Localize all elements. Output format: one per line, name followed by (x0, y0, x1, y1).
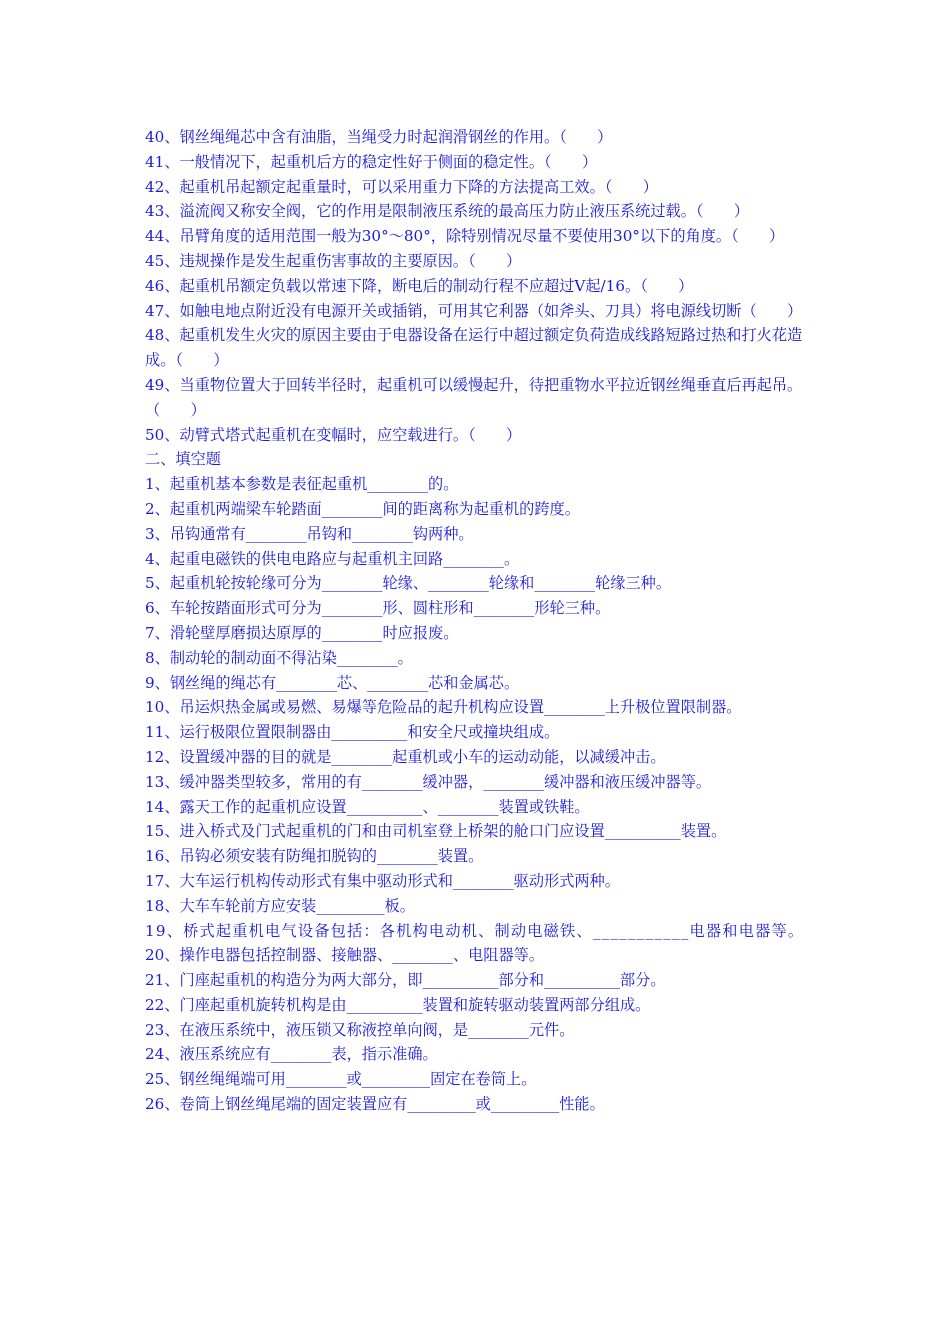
fill-question-1: 1、起重机基本参数是表征起重机________的。 (145, 475, 459, 494)
section-heading-fill-in: 二、填空题 (145, 450, 221, 469)
question-45: 45、违规操作是发生起重伤害事故的主要原因。（ ） (145, 251, 522, 270)
fill-question-4: 4、起重电磁铁的供电电路应与起重机主回路________。 (145, 549, 520, 568)
question-44: 44、吊臂角度的适用范围一般为30°～80°，除特别情况尽量不要使用30°以下的角度。（ ） (145, 227, 785, 246)
fill-question-11: 11、运行极限位置限制器由__________和安全尺或撞块组成。 (145, 723, 560, 742)
fill-question-25: 25、钢丝绳绳端可用________或_________固定在卷筒上。 (145, 1070, 537, 1089)
question-50: 50、动臂式塔式起重机在变幅时，应空载进行。（ ） (145, 425, 522, 444)
question-46: 46、起重机吊额定负载以常速下降，断电后的制动行程不应超过V起/16。（ ） (145, 276, 694, 295)
fill-question-21: 21、门座起重机的构造分为两大部分，即__________部分和__________部分。 (145, 971, 666, 990)
fill-question-14: 14、露天工作的起重机应设置__________、________装置或铁鞋。 (145, 797, 590, 816)
question-40: 40、钢丝绳绳芯中含有油脂，当绳受力时起润滑钢丝的作用。（ ） (145, 128, 613, 146)
fill-question-12: 12、设置缓冲器的目的就是________起重机或小车的运动动能，以减缓冲击。 (145, 747, 666, 766)
fill-question-5: 5、起重机轮按轮缘可分为________轮缘、________轮缘和________轮缘三种。 (145, 574, 672, 593)
question-42: 42、起重机吊起额定起重量时，可以采用重力下降的方法提高工效。（ ） (145, 177, 658, 196)
fill-question-10: 10、吊运炽热金属或易燃、易爆等危险品的起升机构应设置________上升极位置限制器。 (145, 698, 742, 717)
fill-question-19: 19、桥式起重机电气设备包括：各机构电动机、制动电磁铁、___________电器和电器等。 (145, 921, 805, 940)
fill-question-23: 23、在液压系统中，液压锁又称液控单向阀，是________元件。 (145, 1020, 575, 1039)
fill-question-15: 15、进入桥式及门式起重机的门和由司机室登上桥架的舱口门应设置__________装置。 (145, 822, 727, 841)
fill-question-2: 2、起重机两端梁车轮踏面________间的距离称为起重机的跨度。 (145, 499, 580, 518)
fill-question-16: 16、吊钩必须安装有防绳扣脱钩的________装置。 (145, 847, 484, 866)
question-43: 43、溢流阀又称安全阀，它的作用是限制液压系统的最高压力防止液压系统过载。（ ） (145, 202, 750, 221)
fill-question-22: 22、门座起重机旋转机构是由__________装置和旋转驱动装置两部分组成。 (145, 995, 651, 1014)
fill-question-6: 6、车轮按踏面形式可分为________形、圆柱形和________形轮三种。 (145, 599, 611, 618)
question-49: 49、当重物位置大于回转半径时，起重机可以缓慢起升，待把重物水平拉近钢丝绳垂直后再起吊。（ ） (145, 375, 803, 419)
fill-question-20: 20、操作电器包括控制器、接触器、________、电阻器等。 (145, 946, 545, 965)
fill-question-8: 8、制动轮的制动面不得沾染________。 (145, 648, 413, 667)
fill-question-17: 17、大车运行机构传动形式有集中驱动形式和________驱动形式两种。 (145, 871, 620, 890)
document-page (145, 125, 807, 1117)
fill-question-18: 18、大车车轮前方应安装_________板。 (145, 896, 415, 915)
fill-question-9: 9、钢丝绳的绳芯有________芯、________芯和金属芯。 (145, 673, 520, 692)
fill-question-13: 13、缓冲器类型较多，常用的有________缓冲器，________缓冲器和液压缓冲器等。 (145, 772, 712, 791)
question-48: 48、起重机发生火灾的原因主要由于电器设备在运行中超过额定负荷造成线路短路过热和打火花造成。（ ） (145, 326, 803, 370)
question-41: 41、一般情况下，起重机后方的稳定性好于侧面的稳定性。（ ） (145, 152, 598, 171)
fill-question-7: 7、滑轮壁厚磨损达原厚的________时应报废。 (145, 623, 459, 642)
fill-question-24: 24、液压系统应有________表，指示准确。 (145, 1045, 438, 1064)
question-47: 47、如触电地点附近没有电源开关或插销，可用其它利器（如斧头、刀具）将电源线切断（ ） (145, 301, 803, 320)
fill-question-3: 3、吊钩通常有________吊钩和________钩两种。 (145, 524, 474, 543)
fill-question-26: 26、卷筒上钢丝绳尾端的固定装置应有_________或_________性能。 (145, 1095, 605, 1114)
